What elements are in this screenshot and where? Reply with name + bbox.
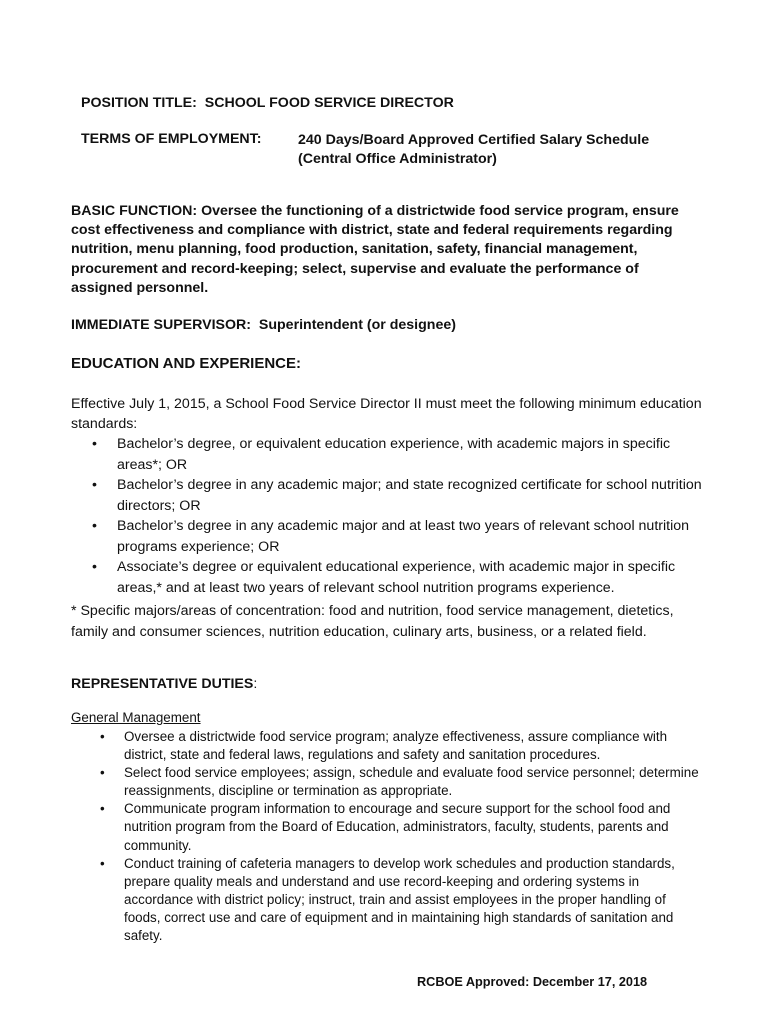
supervisor-label: IMMEDIATE SUPERVISOR: [71,317,251,333]
bullet-icon: • [100,765,105,781]
list-item [92,475,712,516]
education-requirements-list [92,434,712,598]
education-intro: Effective July 1, 2015, a School Food Service Director II must meet the following minimum education standards: [71,396,702,432]
list-item-text: Communicate program information to encourage and secure support for the school food and nutrition program from the Board of Education, administrators, faculty, students, parents and community. [124,801,671,853]
list-item [100,728,700,764]
education-heading: EDUCATION AND EXPERIENCE: [71,355,302,372]
list-item [92,557,712,598]
list-item-text: Bachelor’s degree in any academic major; and state recognized certificate for school nutrition directors; OR [117,477,702,514]
list-item-text: Associate’s degree or equivalent educational experience, with academic major in specific areas,* and at least two years of relevant school nutrition programs experience. [117,559,676,596]
terms-line-1: 240 Days/Board Approved Certified Salary Schedule [298,132,650,148]
terms-of-employment-label: TERMS OF EMPLOYMENT: [81,131,262,147]
basic-function-label: BASIC FUNCTION: [71,203,198,219]
list-item-text: Oversee a districtwide food service program; analyze effectiveness, assure compliance with district, state and federal laws, regulations and safety and sanitation procedures. [124,729,668,763]
list-item-text: Bachelor’s degree, or equivalent education experience, with academic majors in specific areas*; OR [117,436,671,473]
list-item [92,516,712,557]
supervisor-value: Superintendent (or designee) [258,317,456,333]
bullet-icon: • [100,855,105,871]
representative-duties-heading [71,676,257,692]
list-item [100,764,700,800]
bullet-icon: • [92,436,97,452]
position-title-label: POSITION TITLE: [81,95,197,111]
bullet-icon: • [92,559,97,575]
bullet-icon: • [100,801,105,817]
list-item-text: Conduct training of cafeteria managers to develop work schedules and production standards, prepare quality meals and understand and use record-keeping and ordering systems in accordance with district policy; instruct, train and assist employees in the proper handling of foods, correct use and care of equipment and in maintaining high standards of sanitation and safety. [124,855,675,944]
position-title-line [81,95,454,111]
list-item-text: Bachelor’s degree in any academic major and at least two years of relevant school nutrition programs experience; OR [117,518,690,555]
position-title-value: SCHOOL FOOD SERVICE DIRECTOR [204,95,454,111]
bullet-icon: • [100,729,105,744]
bullet-icon: • [92,477,97,493]
list-item [100,800,700,854]
basic-function-text: Oversee the functioning of a districtwide food service program, ensure cost effectiveness and compliance with district, state and federal requirements regarding nutrition, menu planning, food production, sanitation, safety, financial management, procurement and record-keeping; select, supervise and evaluate the performance of assigned personnel. [71,203,679,296]
education-footnote: * Specific majors/areas of concentration: food and nutrition, food service management, dietetics, family and consumer sciences, nutrition education, culinary arts, business, or a related field. [71,603,674,640]
terms-line-2: (Central Office Administrator) [298,151,497,167]
general-management-list [100,728,700,945]
terms-of-employment-value [298,131,649,169]
duties-heading-colon: : [253,676,258,692]
list-item [100,855,700,945]
bullet-icon: • [92,518,97,534]
list-item-text: Select food service employees; assign, schedule and evaluate food service personnel; determine reassignments, discipline or termination as appropriate. [124,765,699,799]
approval-footer: RCBOE Approved: December 17, 2018 [417,975,648,989]
general-management-heading: General Management [71,710,201,725]
list-item [92,434,712,475]
immediate-supervisor-line [71,317,456,333]
duties-heading-text: REPRESENTATIVE DUTIES [71,676,254,692]
basic-function-paragraph [71,202,701,298]
